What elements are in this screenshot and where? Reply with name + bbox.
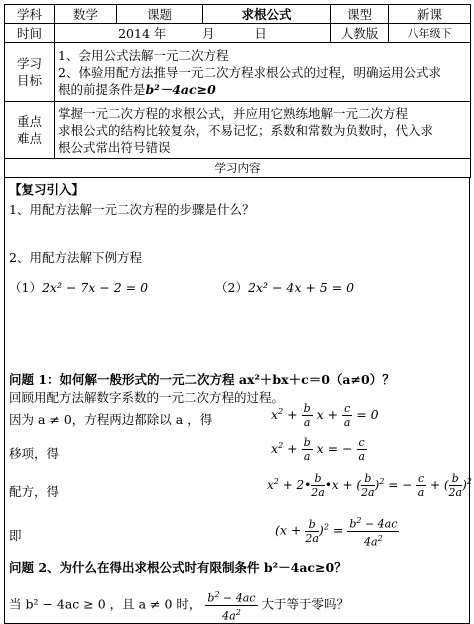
problem-1-title: 问题 1：如何解一般形式的一元二次方程 ax²＋bx＋c＝0（a≠0）？ [9, 372, 395, 387]
step-3-formula: $x^2$ + 2• $\frac{b}{2a}$ •x + ( $\frac{b}{2a}$ )$^2$ = − $\frac{c}{a}$ + ( $\frac{b}{2a}$ )$^2$ [267, 472, 472, 499]
grade: 八年级下 [389, 24, 471, 43]
problem-2-question [9, 588, 349, 622]
objectives-label-1: 学习 [16, 56, 42, 71]
content-title: 学习内容 [5, 159, 471, 178]
objective-formula: b²－4ac≥0 [145, 81, 216, 97]
subject-label: 学科 [5, 5, 55, 24]
time-label: 时间 [5, 24, 55, 43]
review-equation-1 [9, 278, 148, 296]
header-table [4, 4, 471, 178]
lesson-type-value: 新课 [389, 5, 471, 24]
time-value: 2014 年 月 日 [55, 24, 331, 43]
objective-line-3 [58, 81, 467, 98]
subject-value: 数学 [55, 5, 117, 24]
step-1-formula: $x^2$ + $\frac{b}{a}$ x + $\frac{c}{a}$ = 0 [271, 402, 379, 429]
equation-1-label: （1） [9, 280, 42, 295]
step-2-text: 移项，得 [9, 446, 60, 461]
problem-2-fraction: $\frac{b^2 - 4ac}{4a^2}$ [207, 590, 256, 623]
topic-label: 课题 [117, 5, 203, 24]
keypoints-cell [55, 102, 471, 159]
step-4-text: 即 [9, 528, 22, 543]
worksheet [4, 4, 472, 623]
review-title: 【复习引入】 [9, 182, 85, 197]
step-2-formula: $x^2$ + $\frac{b}{a}$ x = − $\frac{c}{a}$ [271, 436, 365, 463]
keypoint-line-1: 掌握一元二次方程的求根公式，并应用它熟练地解一元二次方程 [58, 105, 409, 121]
objective-line-2: 2、体验用配方法推导一元二次方程求根公式的过程，明确运用公式求 [58, 64, 441, 80]
keypoints-label-1: 重点 [16, 114, 42, 129]
publisher: 人教版 [331, 24, 389, 43]
keypoint-line-2: 求根公式的结构比较复杂，不易记忆；系数和常数为负数时，代入求 [58, 122, 434, 138]
lesson-type-label: 课型 [331, 5, 389, 24]
step-4-formula: (x + $\frac{b}{2a}$ )$^2$ = $\frac{b^2 - 4ac}{4a^2}$ [275, 516, 398, 549]
topic-value: 求根公式 [203, 5, 331, 24]
review-question-2: 2、用配方法解下例方程 [9, 250, 142, 265]
problem-2-suffix: 大于等于零吗？ [261, 596, 349, 612]
step-3-text: 配方，得 [9, 484, 60, 499]
objective-line-1: 1、会用公式法解一元二次方程 [58, 47, 229, 63]
problem-2-prefix: 当 b² − 4ac ≥ 0 ，且 a ≠ 0 时， [9, 596, 202, 612]
objectives-label-2: 目标 [16, 73, 42, 88]
equation-2: 2x² − 4x + 5 = 0 [247, 280, 355, 295]
content-area [4, 178, 470, 624]
keypoint-line-3: 根公式常出符号错误 [58, 139, 171, 155]
step-1-text: 因为 a ≠ 0，方程两边都除以 a ，得 [9, 412, 213, 427]
keypoints-label-2: 难点 [16, 131, 42, 146]
equation-2-label: （2） [215, 280, 248, 295]
review-equation-2 [215, 278, 354, 296]
objective-line-3-text: 根的前提条件是 [58, 81, 146, 97]
equation-1: 2x² − 7x − 2 = 0 [41, 280, 149, 295]
review-question-1: 1、用配方法解一元二次方程的步骤是什么？ [9, 202, 255, 217]
objectives-cell [55, 43, 471, 102]
problem-1-intro: 回顾用配方法解数字系数的一元二次方程的过程。 [9, 390, 285, 405]
problem-2-title: 问题 2、为什么在得出求根公式时有限制条件 b²－4ac≥0？ [9, 560, 347, 575]
